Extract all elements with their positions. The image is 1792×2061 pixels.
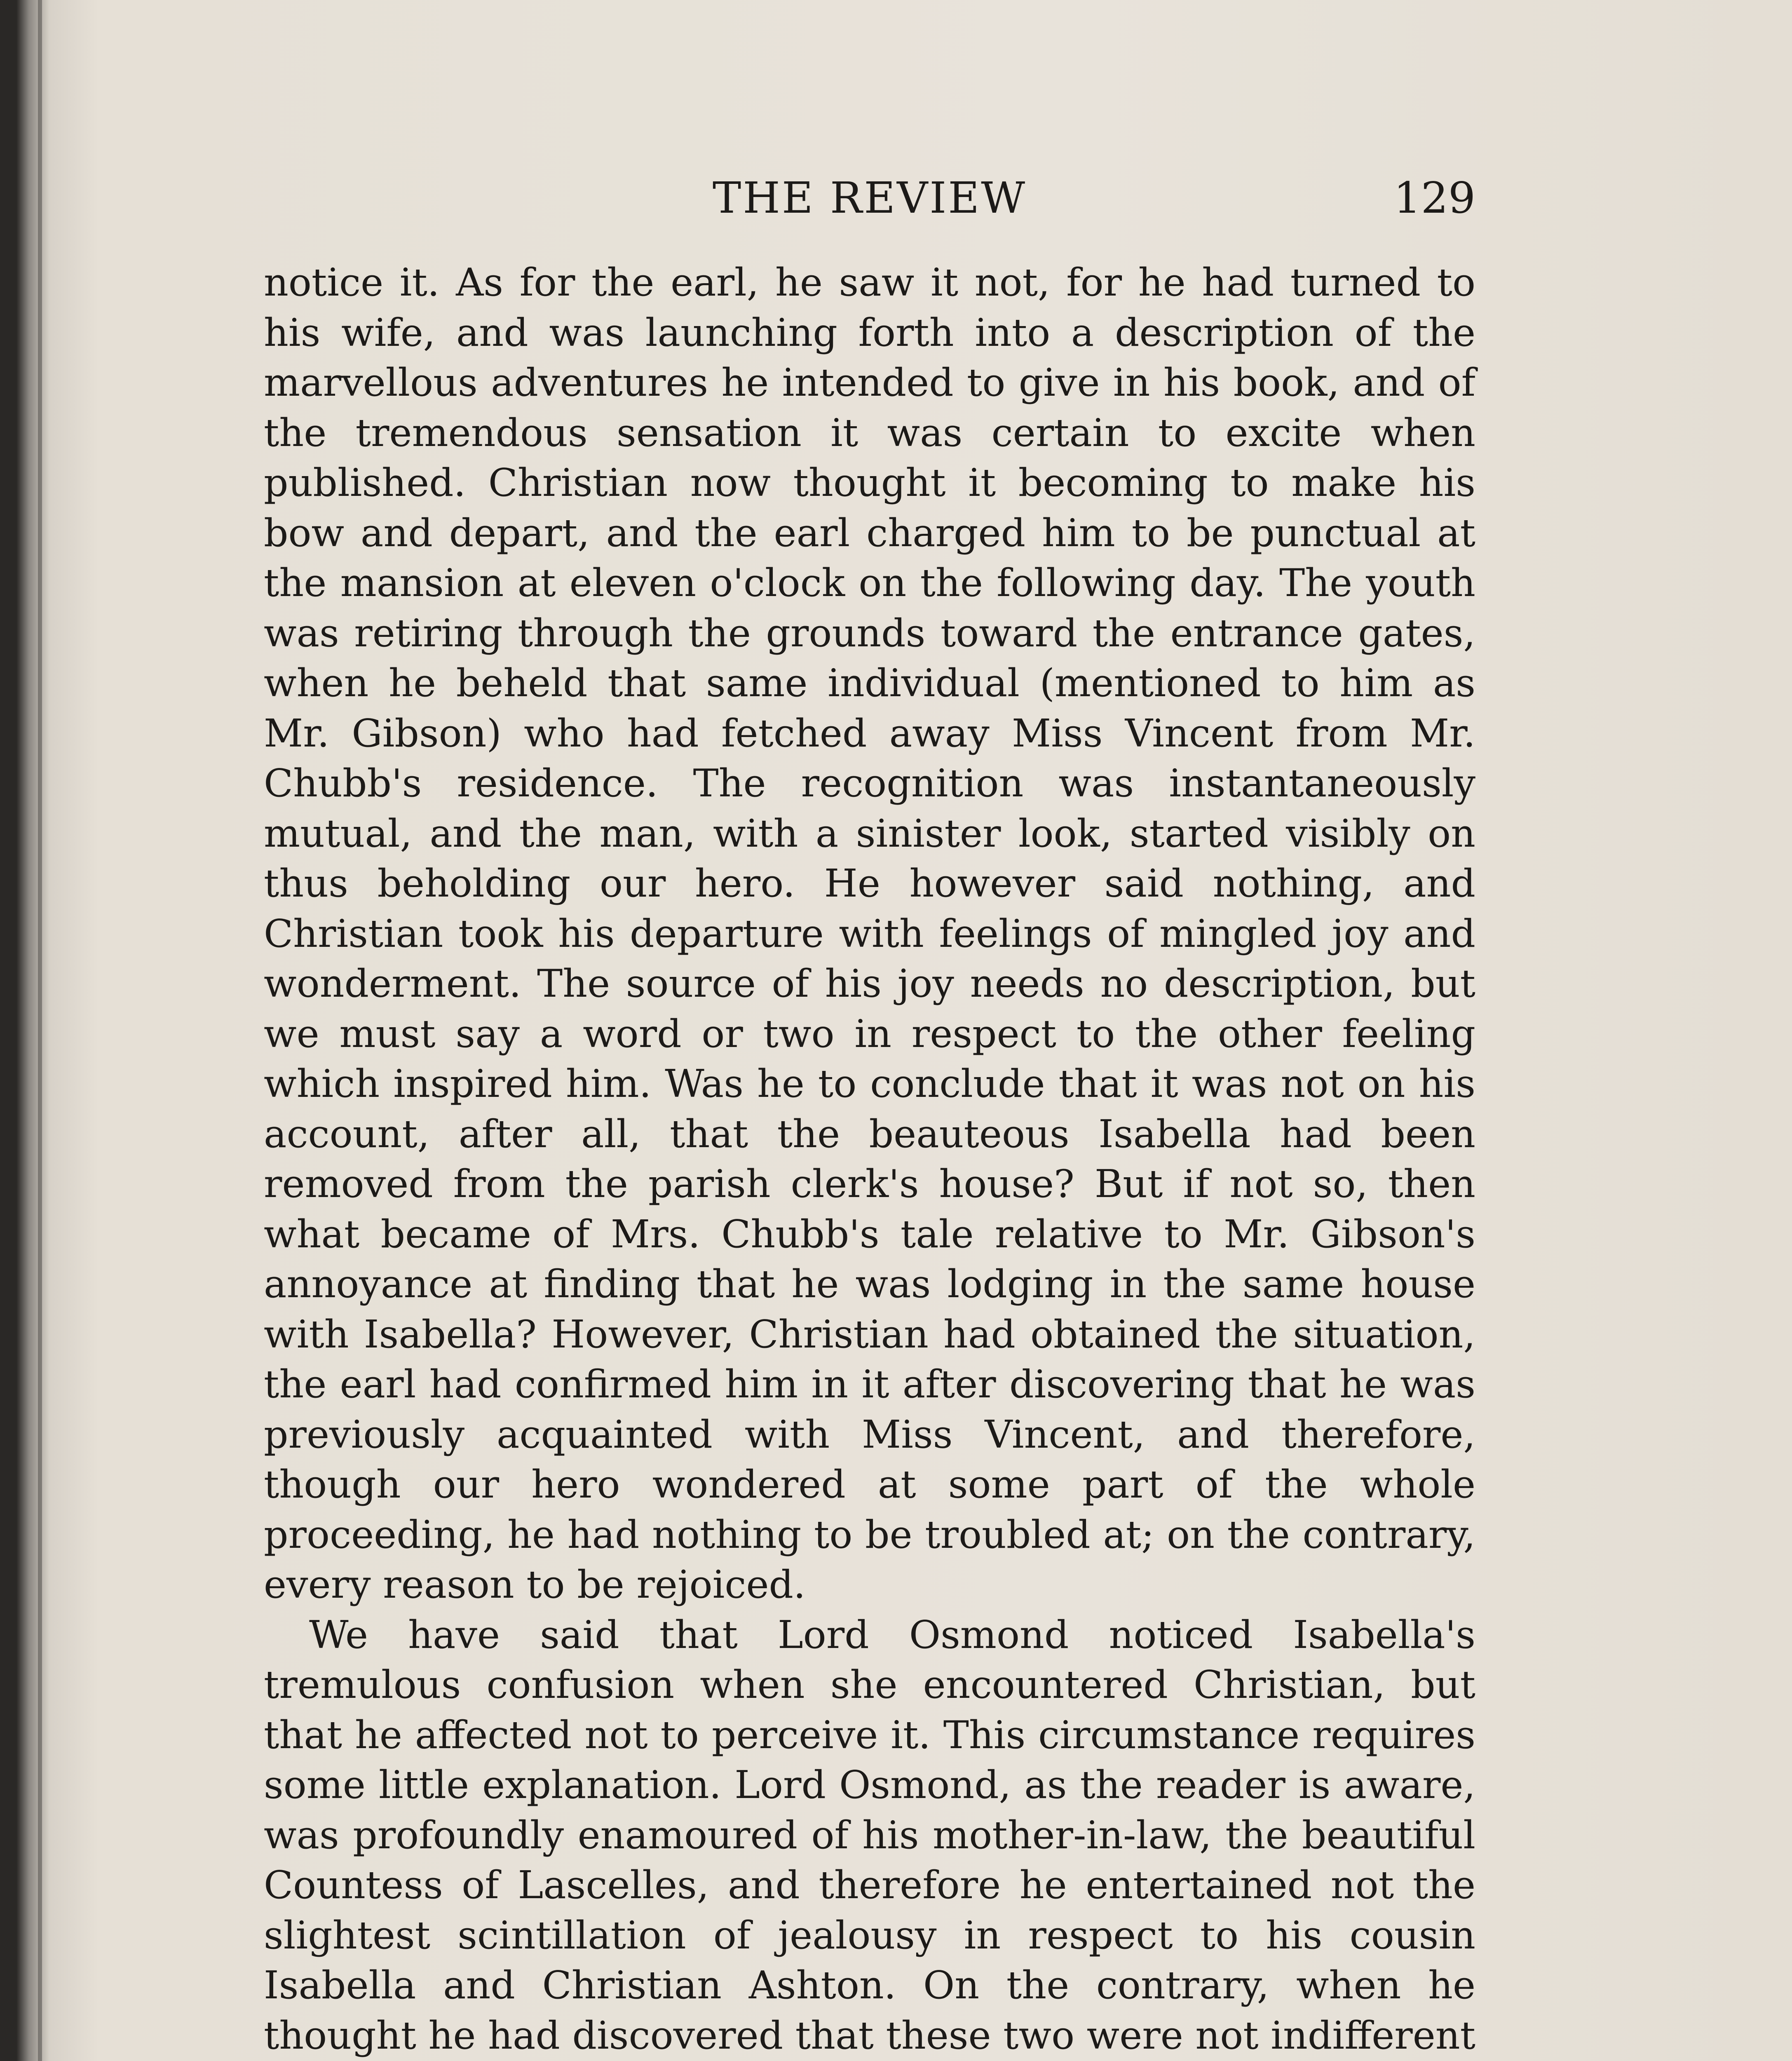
- paragraph-1: notice it. As for the earl, he saw it not, for he had turned to his wife, and was launching forth into a description of the marvellous adventures he intended to give in his book, and of the tremendous sensation it was certain to excite when published. Christian now thought it becoming to make his bow and depart, and the earl charged him to be punctual at the mansion at eleven o'clock on the following day. The youth was retiring through the grounds toward the entrance gates, when he beheld that same individual (mentioned to him as Mr. Gibson) who had fetched away Miss Vincent from Mr. Chubb's residence. The recognition was instantaneously mutual, and the man, with a sinister look, started visibly on thus beholding our hero. He however said nothing, and Christian took his departure with feelings of mingled joy and wonderment. The source of his joy needs no description, but we must say a word or two in respect to the other feeling which inspired him. Was he to conclude that it was not on his account, after all, that the beauteous Isabella had been removed from the parish clerk's house? But if not so, then what became of Mrs. Chubb's tale relative to Mr. Gibson's annoyance at finding that he was lodging in the same house with Isabella? However, Christian had obtained the situation, the earl had confirmed him in it after discovering that he was previously acquainted with Miss Vincent, and therefore, though our hero wondered at some part of the whole proceeding, he had nothing to be troubled at; on the contrary, every reason to be rejoiced.: [264, 260, 1475, 1607]
- paragraph-2: We have said that Lord Osmond noticed Isabella's tremulous confusion when she encountered Christian, but that he affected not to perceive it. This circumstance requires some little explanation. Lord Osmond, as the reader is aware, was profoundly enamoured of his mother-in-law, the beautiful Countess of Lascelles, and therefore he entertained not the slightest scintillation of jealousy in respect to his cousin Isabella and Christian Ashton. On the contrary, when he thought he had discovered that these two were not indifferent: [264, 1612, 1475, 2058]
- running-header: [264, 169, 1475, 227]
- binding-gutter: [38, 0, 42, 2061]
- page-number: 129: [1393, 173, 1475, 223]
- body-text: [264, 258, 1475, 2061]
- running-title: THE REVIEW: [712, 173, 1027, 223]
